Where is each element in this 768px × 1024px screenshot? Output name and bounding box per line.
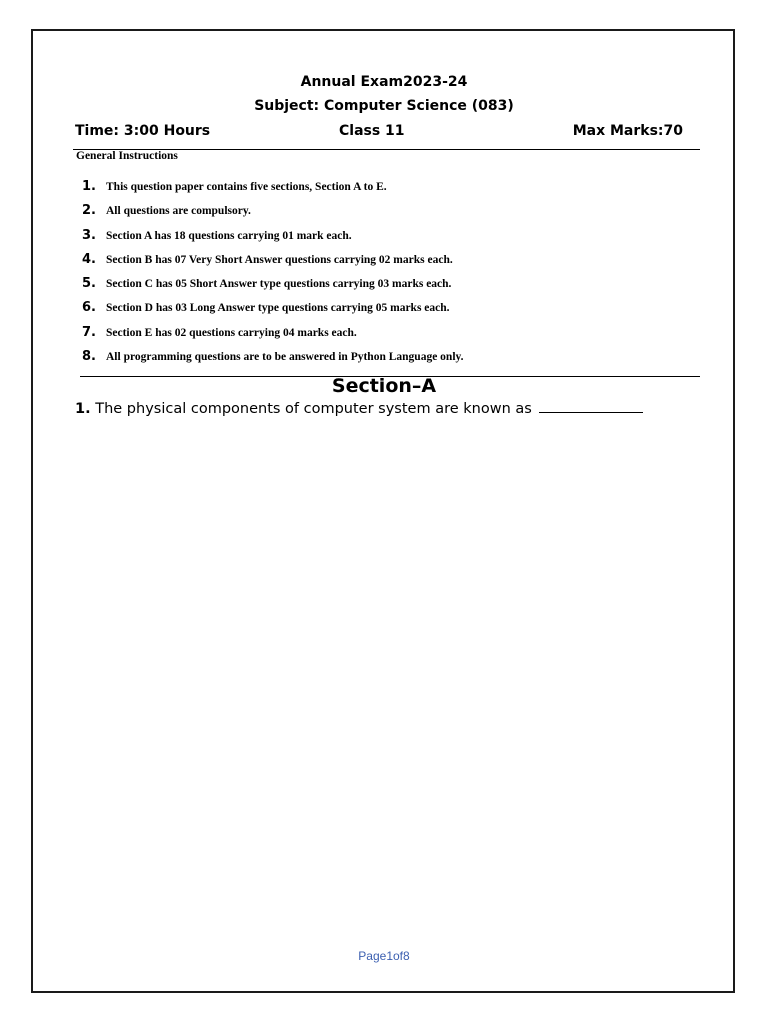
instruction-number: 7. [82,324,96,340]
instruction-text: Section C has 05 Short Answer type questions carrying 03 marks each. [106,278,452,291]
exam-meta-row [75,123,683,143]
instruction-item [82,325,682,349]
instruction-text: All questions are compulsory. [106,205,251,218]
instruction-text: Section E has 02 questions carrying 04 marks each. [106,326,357,339]
instruction-number: 6. [82,300,96,316]
exam-class: Class 11 [339,123,405,139]
instruction-item [82,179,682,203]
exam-max-marks: Max Marks:70 [572,123,683,139]
instruction-item [82,276,682,300]
instruction-number: 5. [82,276,96,292]
page-border [31,29,735,993]
question-text: The physical components of computer system are known as [95,401,532,417]
question-number: 1. [75,401,91,417]
subject-title: Subject: Computer Science (083) [254,98,514,114]
instruction-number: 4. [82,251,96,267]
instruction-item [82,300,682,324]
instruction-item [82,252,682,276]
instruction-item [82,228,682,252]
instruction-text: All programming questions are to be answered in Python Language only. [106,351,464,364]
answer-blank [539,400,643,413]
instruction-number: 1. [82,179,96,194]
instruction-number: 3. [82,227,96,243]
instructions-list [82,179,682,373]
instruction-text: Section B has 07 Very Short Answer questions carrying 02 marks each. [106,253,453,266]
instruction-number: 8. [82,349,96,365]
instruction-item [82,203,682,227]
exam-title: Annual Exam2023-24 [300,74,468,90]
instruction-number: 2. [82,203,96,219]
instructions-heading: General Instructions [76,150,178,162]
instruction-item [82,349,682,373]
instruction-text: This question paper contains five sections, Section A to E. [106,181,387,193]
exam-time: Time: 3:00 Hours [75,123,211,139]
instruction-text: Section D has 03 Long Answer type questions carrying 05 marks each. [106,302,450,315]
page-number: Page1of8 [358,949,410,963]
section-heading: Section–A [331,375,437,397]
question-item [75,400,643,417]
instruction-text: Section A has 18 questions carrying 01 mark each. [106,229,352,242]
